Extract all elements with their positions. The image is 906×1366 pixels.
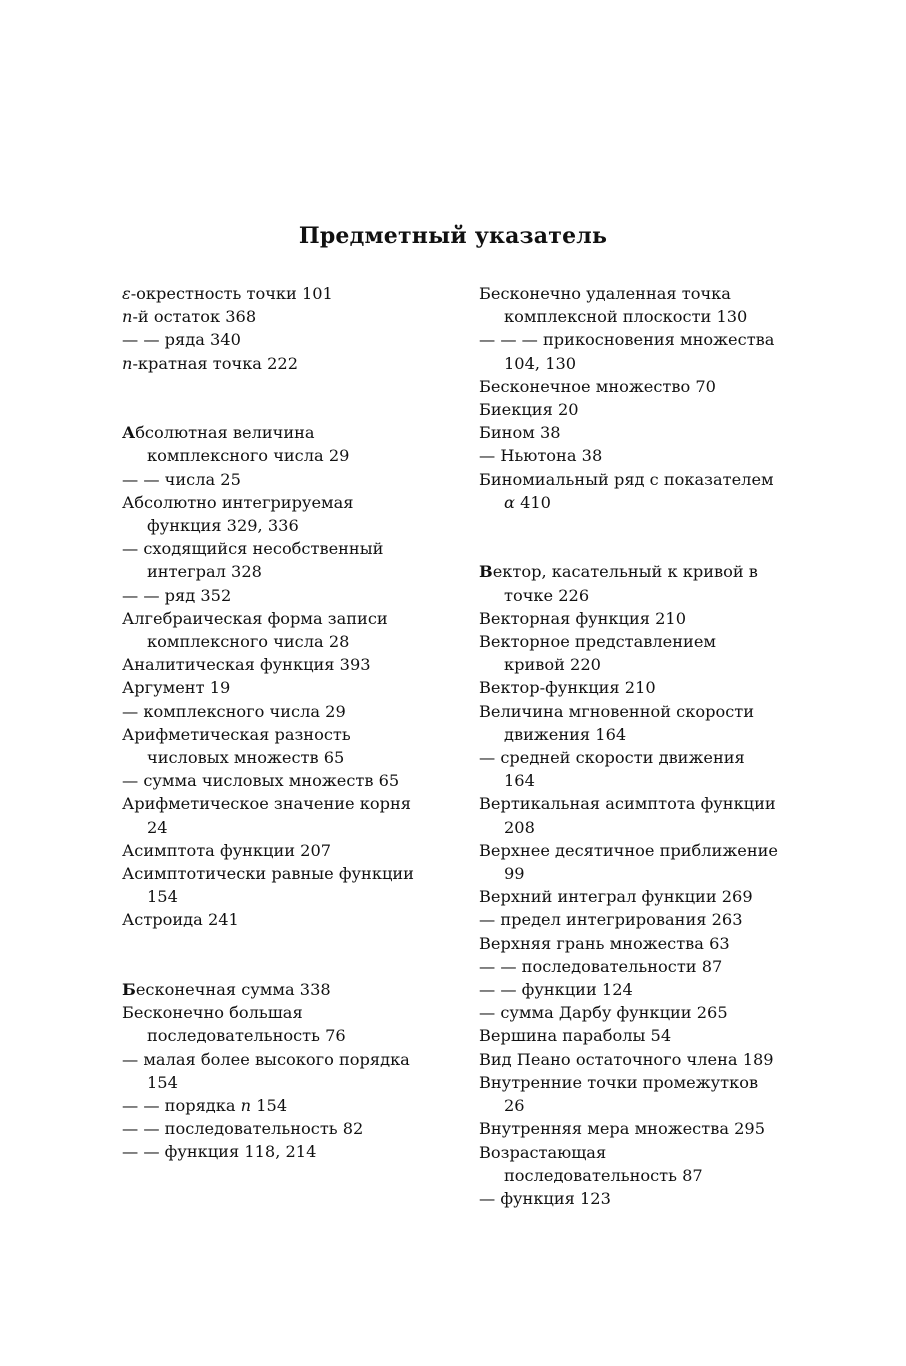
entry-text: Аналитическая функция 393 — [122, 655, 371, 675]
group-spacer — [122, 932, 422, 978]
entry-text: Абсолютно интегрируемая функция 329, 336 — [122, 492, 354, 536]
entry-text: — комплексного числа 29 — [122, 701, 346, 721]
index-entry — [122, 421, 422, 467]
index-entry — [479, 630, 779, 676]
entry-math-symbol: n — [122, 307, 133, 327]
entry-text-rest: ектор, касательный к кривой в точке 226 — [492, 562, 758, 605]
entry-text-rest: -й остаток 368 — [132, 307, 257, 327]
index-entry — [479, 1141, 779, 1187]
index-entry — [479, 607, 779, 630]
index-entry — [479, 839, 779, 885]
index-entry — [122, 839, 422, 862]
index-entry — [122, 978, 422, 1001]
index-entry — [122, 282, 422, 305]
index-entry — [122, 862, 422, 908]
entry-text: — — последовательности 87 — [479, 956, 723, 976]
index-entry — [479, 375, 779, 398]
index-entry — [479, 792, 779, 838]
entry-text: — — ряда 340 — [122, 330, 241, 350]
entry-text: — — порядка — [122, 1096, 241, 1116]
index-entry — [479, 444, 779, 467]
entry-text: — сумма Дарбу функции 265 — [479, 1003, 728, 1023]
index-entry — [122, 352, 422, 375]
index-entry — [122, 584, 422, 607]
entry-text: Биномиальный ряд с показателем — [479, 469, 774, 489]
entry-text: Бесконечно удаленная точка комплексной плоскости 130 — [479, 284, 748, 327]
index-entry — [122, 1117, 422, 1140]
entry-text: Векторная функция 210 — [479, 608, 687, 628]
index-entry — [479, 978, 779, 1001]
entry-text: Биекция 20 — [479, 400, 579, 420]
entry-text: — предел интегрирования 263 — [479, 910, 743, 930]
group-spacer — [122, 375, 422, 421]
index-entry — [122, 537, 422, 583]
entry-text: — — ряд 352 — [122, 585, 232, 605]
entry-initial-letter: Б — [122, 980, 136, 1000]
entry-text: Возрастающая последовательность 87 — [479, 1142, 703, 1185]
entry-text-rest: -кратная точка 222 — [132, 353, 299, 373]
entry-text: Векторное представлением кривой 220 — [479, 632, 717, 675]
entry-text: — — — прикосновения множества 104, 130 — [479, 330, 775, 373]
index-entry — [479, 908, 779, 931]
entry-text-rest: бсолютная величина комплексного числа 29 — [135, 423, 350, 466]
entry-text: Бесконечно большая последовательность 76 — [122, 1003, 346, 1046]
page-title: Предметный указатель — [298, 222, 608, 249]
group-spacer — [479, 514, 779, 560]
index-entry — [122, 792, 422, 838]
index-letter-group — [479, 560, 779, 1210]
entry-text: Бином 38 — [479, 423, 561, 443]
index-entry — [122, 769, 422, 792]
entry-math-symbol: n — [240, 1096, 252, 1116]
index-entry — [122, 653, 422, 676]
entry-text: — сходящийся несобственный интеграл 328 — [122, 539, 384, 582]
index-entry — [479, 676, 779, 699]
entry-text: — малая более высокого порядка 154 — [122, 1049, 410, 1092]
entry-text: — — функция 118, 214 — [122, 1142, 317, 1162]
entry-text: — сумма числовых множеств 65 — [122, 771, 400, 791]
entry-text: Величина мгновенной скорости движения 164 — [479, 701, 755, 744]
entry-text: Асимптотически равные функции 154 — [122, 864, 414, 907]
entry-text: Вертикальная асимптота функции 208 — [479, 794, 776, 837]
index-entry — [479, 560, 779, 606]
index-entry — [479, 1001, 779, 1024]
index-entry — [122, 676, 422, 699]
entry-text: Вершина параболы 54 — [479, 1026, 672, 1046]
entry-math-symbol: ε — [122, 284, 131, 303]
index-entry — [122, 700, 422, 723]
index-letter-group — [122, 978, 422, 1164]
index-entry — [122, 328, 422, 351]
index-entry — [479, 885, 779, 908]
index-entry — [479, 746, 779, 792]
index-entry — [479, 1187, 779, 1210]
index-letter-group — [479, 282, 779, 514]
entry-text-rest: 410 — [514, 492, 551, 512]
index-entry — [122, 1140, 422, 1163]
entry-text: Алгебраическая форма записи комплексного числа 28 — [122, 608, 388, 652]
entry-text-rest: 154 — [251, 1096, 288, 1116]
entry-math-symbol: n — [122, 353, 133, 373]
entry-math-symbol: α — [504, 492, 515, 512]
index-entry — [122, 491, 422, 537]
index-entry — [479, 1024, 779, 1047]
index-entry — [479, 468, 779, 514]
entry-text: Вид Пеано остаточного члена 189 — [479, 1049, 774, 1069]
entry-text: Аргумент 19 — [122, 678, 231, 698]
entry-text: — — последовательность 82 — [122, 1119, 364, 1139]
index-entry — [479, 328, 779, 374]
index-column-right — [479, 282, 779, 1210]
index-entry — [479, 421, 779, 444]
index-entry — [479, 1048, 779, 1071]
index-entry — [122, 305, 422, 328]
entry-text: Арифметическое значение корня 24 — [122, 794, 412, 837]
index-column-left — [122, 282, 422, 1164]
index-entry — [122, 468, 422, 491]
entry-text: Бесконечное множество 70 — [479, 376, 716, 396]
entry-text: Вектор-функция 210 — [479, 678, 656, 698]
index-entry — [122, 723, 422, 769]
index-letter-group — [122, 421, 422, 931]
entry-initial-letter: В — [479, 562, 493, 582]
entry-text-rest: есконечная сумма 338 — [135, 980, 331, 1000]
index-entry — [479, 1071, 779, 1117]
index-entry — [122, 908, 422, 931]
entry-text: Астроида 241 — [122, 910, 239, 930]
index-entry — [479, 932, 779, 955]
entry-text: Верхняя грань множества 63 — [479, 933, 730, 953]
index-entry — [479, 398, 779, 421]
entry-text: Внутренняя мера множества 295 — [479, 1119, 766, 1139]
index-entry — [122, 1001, 422, 1047]
index-entry — [479, 955, 779, 978]
index-entry — [479, 282, 779, 328]
entry-text: — — функции 124 — [479, 980, 633, 1000]
index-entry — [122, 1048, 422, 1094]
index-entry — [479, 1117, 779, 1140]
entry-text: Асимптота функции 207 — [122, 840, 332, 860]
entry-text: Верхний интеграл функции 269 — [479, 887, 753, 907]
entry-text: Арифметическая разность числовых множеств 65 — [122, 724, 351, 768]
index-entry — [122, 1094, 422, 1117]
entry-text: — средней скорости движения 164 — [479, 748, 745, 791]
entry-text: Внутренние точки промежутков 26 — [479, 1072, 759, 1116]
index-entry — [122, 607, 422, 653]
entry-initial-letter: А — [122, 423, 136, 443]
entry-text-rest: -окрестность точки 101 — [130, 284, 333, 303]
entry-text: — — числа 25 — [122, 469, 241, 489]
entry-text: — Ньютона 38 — [479, 446, 603, 466]
index-letter-group — [122, 282, 422, 375]
entry-text: Верхнее десятичное приближение 99 — [479, 840, 778, 884]
index-entry — [479, 700, 779, 746]
entry-text: — функция 123 — [479, 1188, 611, 1208]
